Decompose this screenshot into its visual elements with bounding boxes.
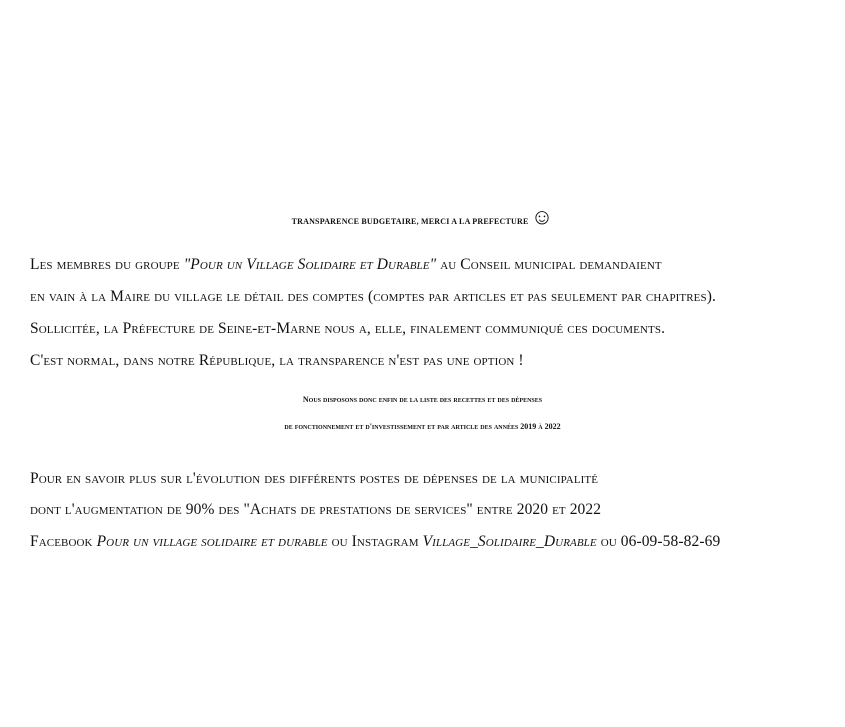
paragraph-2-line-1: Pour en savoir plus sur l'évolution des différents postes de dépenses de la municipalité — [30, 470, 599, 487]
paragraph-1-line-3: Sollicitée, la Préfecture de Seine-et-Marne nous a, elle, finalement communiqué ces documents. — [30, 320, 666, 337]
paragraph-1-line-1 — [30, 256, 662, 274]
page-title — [0, 204, 845, 230]
text-segment: au Conseil municipal demandaient — [440, 256, 662, 273]
paragraph-1-line-4: C'est normal, dans notre République, la transparence n'est pas une option ! — [30, 352, 524, 369]
text-segment: Les membres du groupe — [30, 256, 180, 273]
title-text: TRANSPARENCE BUDGETAIRE, MERCI A LA PREFECTURE — [291, 217, 529, 226]
facebook-page-name: Pour un village solidaire et durable — [96, 533, 328, 550]
section-heading-line-1: Nous disposons donc enfin de la liste des recettes et des dépenses — [302, 395, 543, 404]
instagram-handle: Village_Solidaire_Durable — [422, 533, 597, 550]
paragraph-2-line-2: dont l'augmentation de 90% des "Achats de prestations de services" entre 2020 et 2022 — [30, 501, 602, 518]
phone-number: ou 06-09-58-82-69 — [600, 533, 721, 550]
facebook-label: Facebook — [30, 533, 93, 550]
paragraph-2-line-3 — [30, 533, 720, 551]
smiley-icon: ☺ — [530, 204, 554, 229]
section-heading-line-2: de fonctionnement et d'investissement et par article des années 2019 à 2022 — [284, 422, 561, 431]
group-name-quote: "Pour un Village Solidaire et Durable" — [183, 256, 437, 273]
paragraph-1-line-2: en vain à la Maire du village le détail des comptes (comptes par articles et pas seulement par chapitres). — [30, 288, 716, 305]
text-segment: ou Instagram — [331, 533, 419, 550]
